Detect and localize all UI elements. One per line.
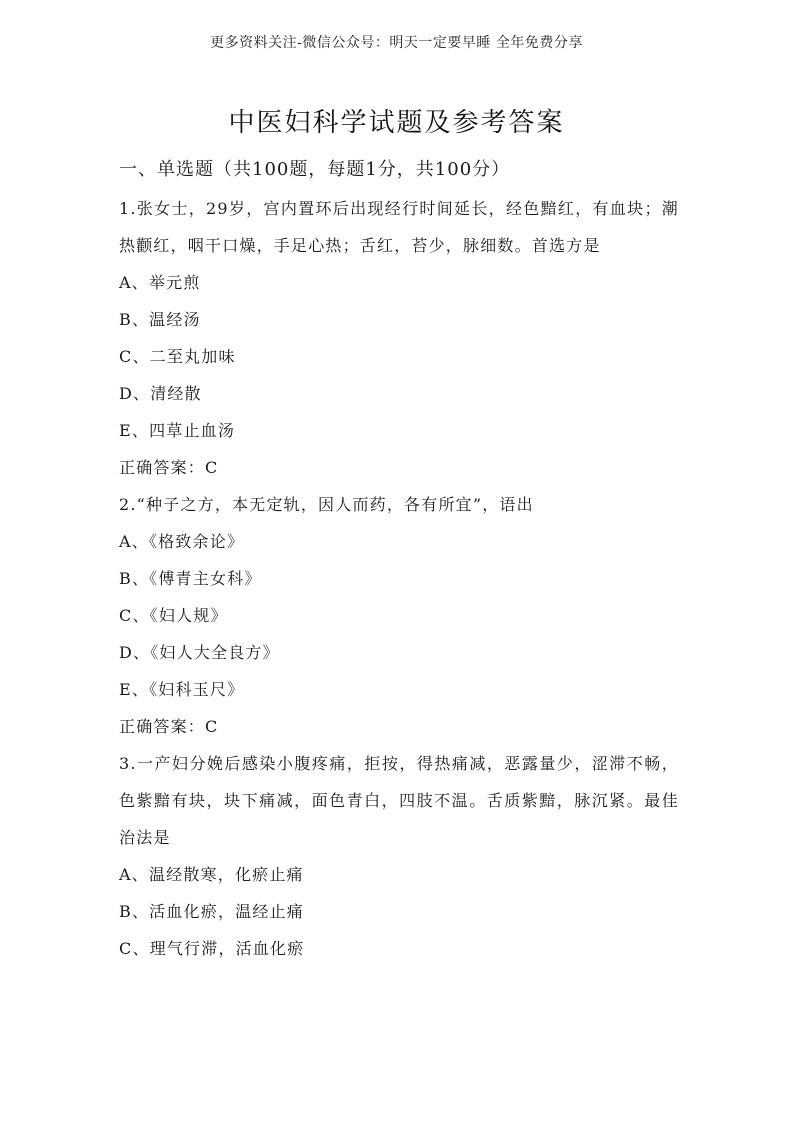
correct-answer: 正确答案：C (119, 717, 219, 736)
option-c: C、二至丸加味 (119, 347, 236, 366)
option-b: B、温经汤 (119, 310, 201, 329)
question-block (119, 745, 679, 967)
question-text: 2.“种子之方，本无定轨，因人而药，各有所宜”，语出 (119, 495, 534, 514)
section-heading: 一、单选题（共100题，每题1分，共100分） (119, 159, 511, 180)
option-e: E、四草止血汤 (119, 421, 236, 440)
option-a: A、举元煎 (119, 273, 201, 292)
question-block (119, 486, 679, 745)
option-b: B、活血化瘀，温经止痛 (119, 902, 304, 921)
option-c: C、《妇人规》 (119, 606, 228, 625)
option-b: B、《傅青主女科》 (119, 569, 262, 588)
option-e: E、《妇科玉尺》 (119, 680, 245, 699)
option-a: A、温经散寒，化瘀止痛 (119, 865, 304, 884)
question-text: 3.一产妇分娩后感染小腹疼痛，拒按，得热痛减，恶露量少，涩滞不畅，色紫黯有块，块下痛减，面色青白，四肢不温。舌质紫黯，脉沉紧。最佳治法是 (119, 754, 679, 847)
question-block (119, 190, 679, 486)
correct-answer: 正确答案：C (119, 458, 219, 477)
question-text: 1.张女士，29岁，宫内置环后出现经行时间延长，经色黯红，有血块；潮热颧红，咽干口燥，手足心热；舌红，苔少，脉细数。首选方是 (119, 199, 679, 255)
document-body (119, 150, 679, 967)
option-d: D、清经散 (119, 384, 202, 403)
header-note: 更多资料关注-微信公众号：明天一定要早睡 全年免费分享 (210, 35, 583, 51)
option-a: A、《格致余论》 (119, 532, 245, 551)
option-c: C、理气行滞，活血化瘀 (119, 939, 305, 958)
option-d: D、《妇人大全良方》 (119, 643, 280, 662)
document-title: 中医妇科学试题及参考答案 (228, 108, 565, 138)
